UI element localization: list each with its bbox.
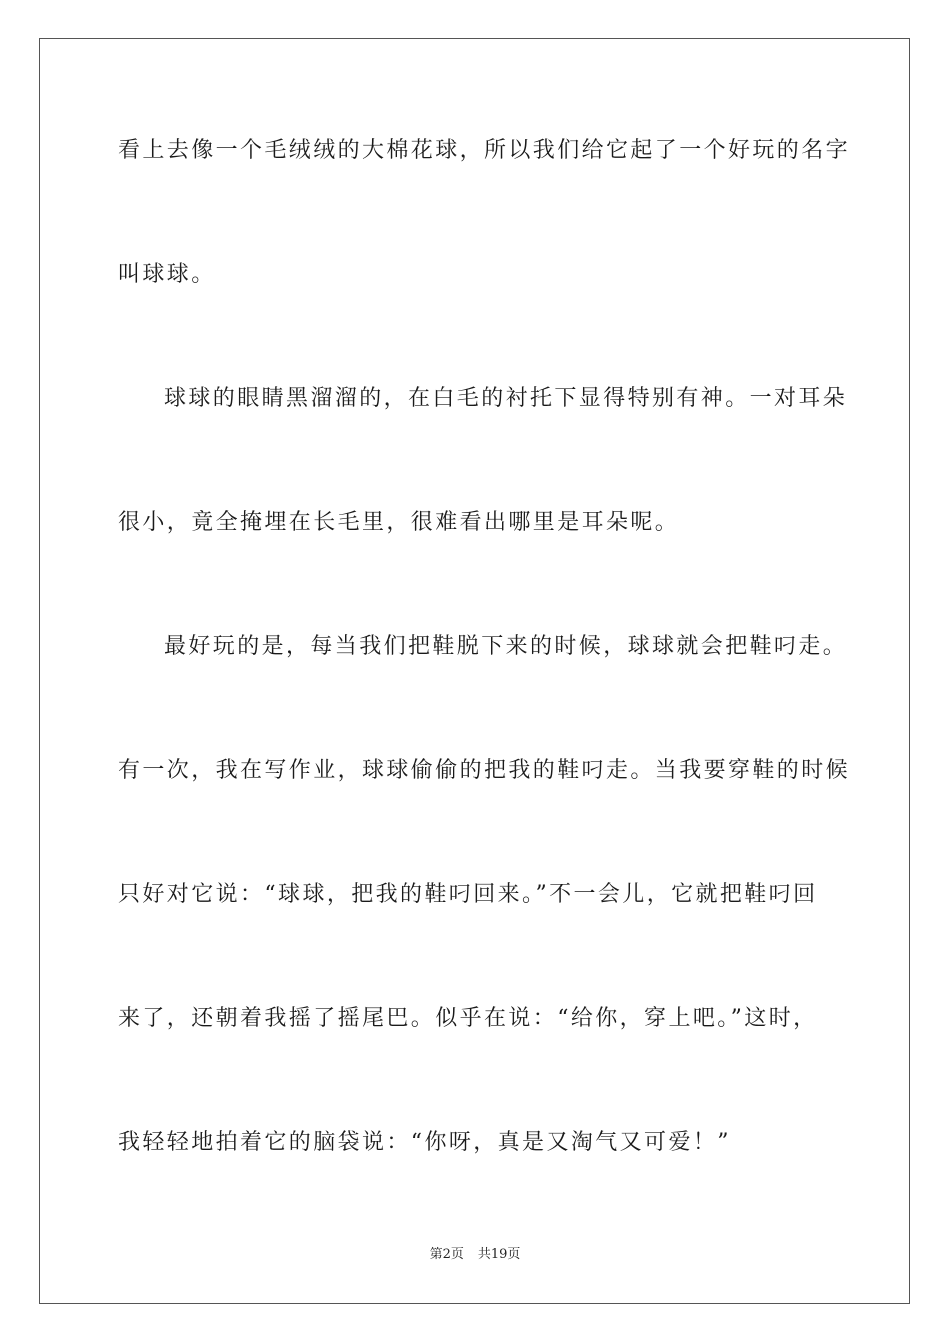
page-number: 第2页: [429, 1247, 464, 1262]
paragraph-line: 叫球球。: [118, 262, 216, 287]
paragraph-line: 看上去像一个毛绒绒的大棉花球，所以我们给它起了一个好玩的名字: [118, 138, 851, 163]
page-total: 共19页: [477, 1247, 521, 1262]
paragraph-line: 最好玩的是，每当我们把鞋脱下来的时候，球球就会把鞋叼走。: [164, 634, 848, 659]
page-footer: [0, 1246, 950, 1264]
paragraph-line: 只好对它说：“球球，把我的鞋叼回来。”不一会儿，它就把鞋叼回: [118, 882, 818, 907]
paragraph-line: 我轻轻地拍着它的脑袋说：“你呀，真是又淘气又可爱！”: [118, 1130, 731, 1155]
paragraph-line: 有一次，我在写作业，球球偷偷的把我的鞋叼走。当我要穿鞋的时候: [118, 758, 851, 783]
page-border: [39, 38, 910, 1304]
paragraph-line: 球球的眼睛黑溜溜的，在白毛的衬托下显得特别有神。一对耳朵: [164, 386, 848, 411]
paragraph-line: 很小，竟全掩埋在长毛里，很难看出哪里是耳朵呢。: [118, 510, 680, 535]
paragraph-line: 来了，还朝着我摇了摇尾巴。似乎在说：“给你，穿上吧。”这时，: [118, 1006, 818, 1031]
